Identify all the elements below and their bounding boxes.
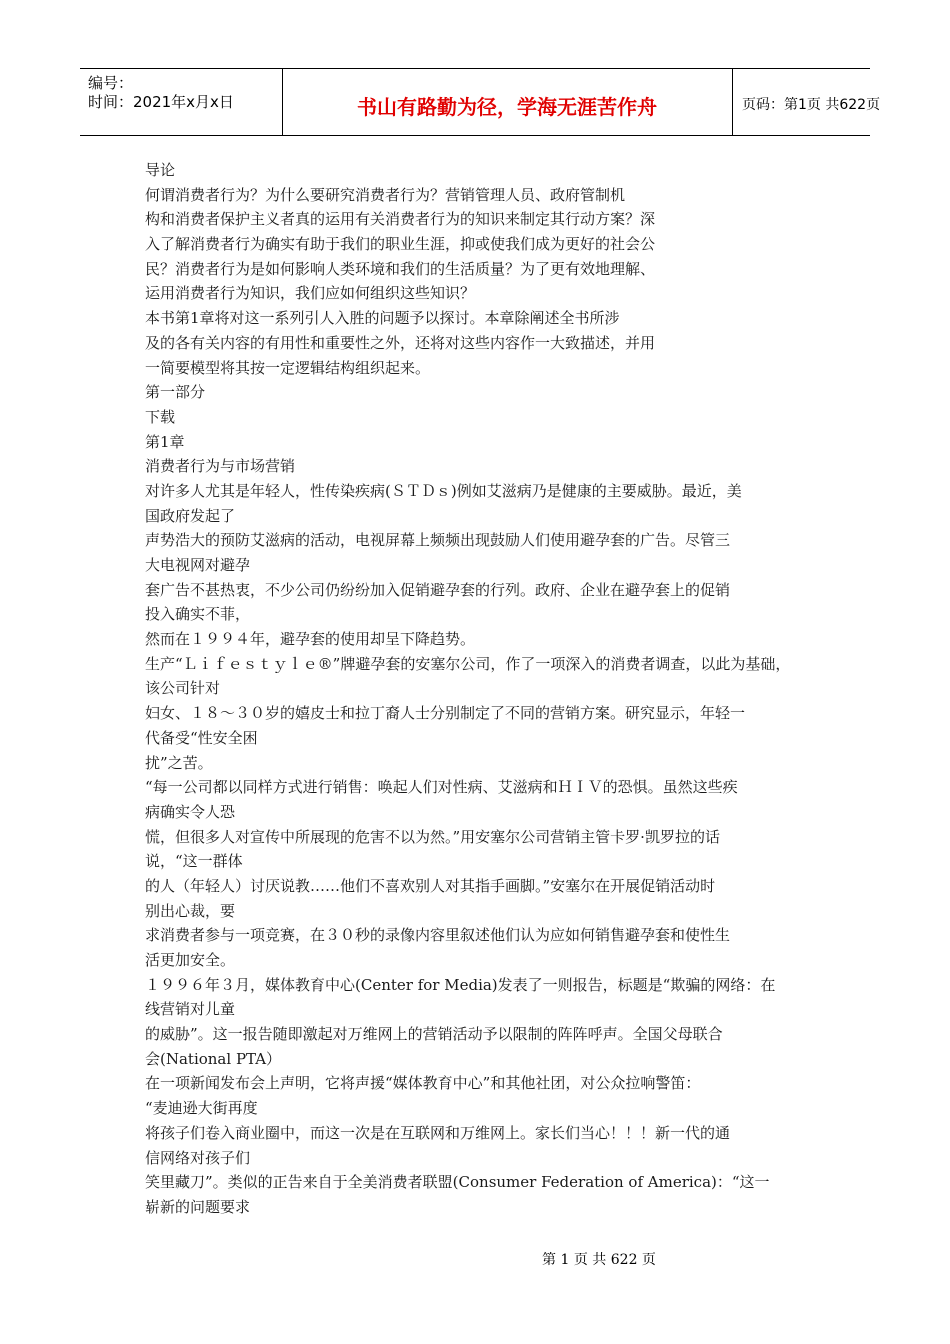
body-text-line: 国政府发起了: [145, 506, 236, 525]
body-text-line: 扰”之苦。: [145, 753, 213, 772]
body-text-line: 第1章: [145, 432, 185, 451]
document-header: [80, 68, 881, 136]
body-text-line: 运用消费者行为知识，我们应如何组织这些知识？: [145, 284, 476, 303]
body-text-line: 的人（年轻人）讨厌说教……他们不喜欢别人对其指手画脚。”安塞尔在开展促销活动时: [145, 876, 716, 895]
body-text-line: 代备受“性安全困: [145, 728, 258, 747]
body-text-line: 套广告不甚热衷，不少公司仍纷纷加入促销避孕套的行列。政府、企业在避孕套上的促销: [145, 580, 731, 599]
body-text-line: 构和消费者保护主义者真的运用有关消费者行为的知识来制定其行动方案？深: [145, 210, 656, 229]
body-text-line: 病确实令人恐: [145, 802, 236, 821]
body-text-line: 消费者行为与市场营销: [145, 457, 296, 476]
body-text-line: 对许多人尤其是年轻人，性传染疾病(ＳＴＤｓ)例如艾滋病乃是健康的主要威胁。最近，美: [145, 481, 742, 500]
body-text-line: 别出心裁，要: [145, 901, 236, 920]
body-text-line: 笑里藏刀”。类似的正告来自于全美消费者联盟(Consumer Federation of America)：“这一: [145, 1173, 770, 1192]
body-text-line: 求消费者参与一项竞赛，在３０秒的录像内容里叙述他们认为应如何销售避孕套和使性生: [145, 926, 731, 945]
body-text-line: 妇女、１８～３０岁的嬉皮士和拉丁裔人士分别制定了不同的营销方案。研究显示，年轻一: [145, 704, 746, 723]
header-motto: 书山有路勤为径，学海无涯苦作舟: [357, 95, 657, 119]
body-text-line: 线营销对儿童: [145, 1000, 236, 1019]
body-text-line: 将孩子们卷入商业圈中，而这一次是在互联网和万维网上。家长们当心！！！新一代的通: [145, 1123, 731, 1142]
body-text-line: 该公司针对: [145, 679, 221, 698]
body-text-line: “每一公司都以同样方式进行销售：唤起人们对性病、艾滋病和ＨＩＶ的恐惧。虽然这些疾: [145, 778, 738, 797]
body-text-line: “麦迪逊大街再度: [145, 1099, 258, 1118]
document-number-label: 编号：: [88, 74, 134, 92]
body-text-line: 第一部分: [145, 383, 206, 402]
header-meta-cell: [80, 69, 283, 136]
body-text-line: 信网络对孩子们: [145, 1148, 251, 1167]
body-text-line: 下载: [145, 407, 176, 426]
body-text-line: 的威胁”。这一报告随即激起对万维网上的营销活动予以限制的阵阵呼声。全国父母联合: [145, 1025, 723, 1044]
body-text-line: 然而在１９９４年，避孕套的使用却呈下降趋势。: [145, 630, 476, 649]
document-date-label: 时间：2021年x月x日: [88, 93, 234, 111]
body-text-line: 慌，但很多人对宣传中所展现的危害不以为然。”用安塞尔公司营销主管卡罗·凯罗拉的话: [145, 827, 720, 846]
body-text-line: 崭新的问题要求: [145, 1197, 251, 1216]
header-page-count: 页码：第1页 共622页: [742, 97, 881, 113]
body-text-line: 本书第1章将对这一系列引人入胜的问题予以探讨。本章除阐述全书所涉: [145, 309, 620, 328]
body-text-line: 投入确实不菲，: [145, 605, 251, 624]
document-body: [145, 158, 820, 1220]
body-text-line: 说，“这一群体: [145, 852, 243, 871]
page-footer: [0, 1249, 950, 1269]
body-text-line: １９９６年３月，媒体教育中心(Center for Media)发表了一则报告，标题是“欺骗的网络：在: [145, 975, 776, 994]
body-text-line: 一简要模型将其按一定逻辑结构组织起来。: [145, 358, 431, 377]
body-text-line: 何谓消费者行为？为什么要研究消费者行为？营销管理人员、政府管制机: [145, 185, 626, 204]
body-text-line: 入了解消费者行为确实有助于我们的职业生涯，抑或使我们成为更好的社会公: [145, 235, 656, 254]
body-text-line: 声势浩大的预防艾滋病的活动，电视屏幕上频频出现鼓励人们使用避孕套的广告。尽管三: [145, 531, 731, 550]
body-text-line: 导论: [145, 161, 176, 179]
header-page-cell: [732, 69, 881, 136]
body-text-line: 会(National PTA）: [145, 1049, 282, 1068]
body-text-line: 大电视网对避孕: [145, 556, 251, 574]
body-text-line: 民？消费者行为是如何影响人类环境和我们的生活质量？为了更有效地理解、: [145, 259, 656, 278]
header-motto-cell: [282, 69, 733, 136]
body-text-line: 在一项新闻发布会上声明，它将声援“媒体教育中心”和其他社团，对公众拉响警笛：: [145, 1074, 701, 1093]
body-text-line: 生产“Ｌｉｆｅｓｔｙｌｅ®”牌避孕套的安塞尔公司，作了一项深入的消费者调查，以此为基础，: [145, 654, 791, 673]
body-text-line: 活更加安全。: [145, 951, 236, 969]
footer-page-number: 第 1 页 共 622 页: [542, 1252, 656, 1268]
body-text-line: 及的各有关内容的有用性和重要性之外，还将对这些内容作一大致描述，并用: [145, 333, 656, 352]
